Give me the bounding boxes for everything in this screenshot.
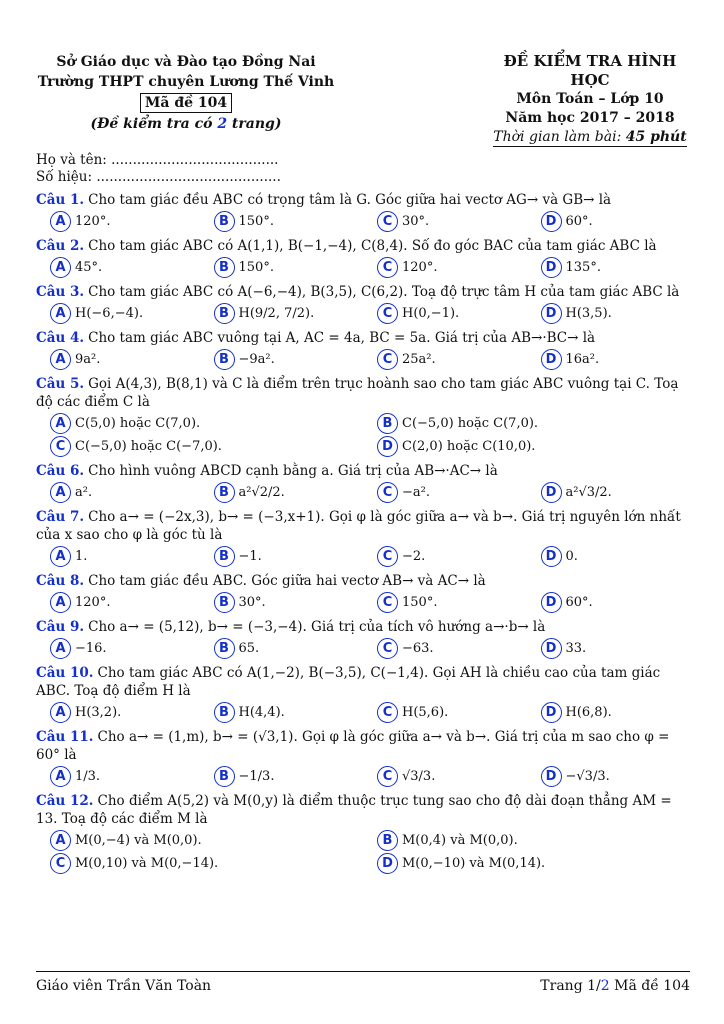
option-text: 9a². bbox=[75, 351, 101, 367]
option-letter-badge: B bbox=[214, 257, 235, 278]
answer-option-b[interactable] bbox=[200, 638, 364, 659]
option-row bbox=[36, 638, 690, 659]
question bbox=[36, 329, 690, 370]
option-letter-badge: C bbox=[377, 638, 398, 659]
question-number: Câu 11. bbox=[36, 729, 94, 745]
option-letter-badge: C bbox=[377, 482, 398, 503]
option-text: 60°. bbox=[565, 213, 593, 229]
option-letter-badge: A bbox=[50, 592, 71, 613]
option-letter-badge: B bbox=[214, 766, 235, 787]
option-letter-badge: A bbox=[50, 303, 71, 324]
answer-option-d[interactable] bbox=[527, 211, 691, 232]
answer-option-a[interactable] bbox=[36, 592, 200, 613]
subject: Môn Toán – Lớp 10 bbox=[516, 91, 664, 107]
answer-option-d[interactable] bbox=[527, 257, 691, 278]
question-list bbox=[36, 191, 690, 874]
answer-option-b[interactable] bbox=[200, 702, 364, 723]
option-text: 45°. bbox=[75, 259, 103, 275]
question-text: Cho a→ = (−2x,3), b→ = (−3,x+1). Gọi φ là góc giữa a→ và b→. Giá trị nguyên lớn nhất của x sao cho φ là góc tù là bbox=[36, 509, 681, 543]
option-text: a²√2/2. bbox=[238, 484, 285, 500]
option-text: 120°. bbox=[402, 259, 438, 275]
question bbox=[36, 462, 690, 503]
option-letter-badge: D bbox=[541, 303, 562, 324]
option-text: −√3/3. bbox=[565, 768, 610, 784]
question bbox=[36, 792, 690, 874]
student-id-line: Số hiệu: ........................................... bbox=[36, 169, 281, 185]
question-number: Câu 5. bbox=[36, 376, 85, 392]
question-text: Gọi A(4,3), B(8,1) và C là điểm trên trục hoành sao cho tam giác ABC vuông tại C. Toạ độ các điểm C là bbox=[36, 376, 679, 410]
question-text: Cho điểm A(5,2) và M(0,y) là điểm thuộc trục tung sao cho độ dài đoạn thẳng AM = 13. Toạ độ các điểm M là bbox=[36, 793, 672, 827]
answer-option-a[interactable] bbox=[36, 638, 200, 659]
option-text: a²√3/2. bbox=[565, 484, 612, 500]
option-letter-badge: D bbox=[377, 853, 398, 874]
question-text: Cho a→ = (1,m), b→ = (√3,1). Gọi φ là góc giữa a→ và b→. Giá trị của m sao cho φ = 60° là bbox=[36, 729, 670, 763]
question bbox=[36, 191, 690, 232]
option-text: H(3,5). bbox=[565, 305, 612, 321]
option-text: C(−5,0) hoặc C(7,0). bbox=[402, 415, 539, 431]
question bbox=[36, 728, 690, 787]
option-text: 150°. bbox=[402, 594, 438, 610]
answer-option-d[interactable] bbox=[527, 702, 691, 723]
page-number: Trang 1/2 Mã đề 104 bbox=[540, 978, 690, 994]
question-text: Cho tam giác ABC có A(1,1), B(−1,−4), C(8,4). Số đo góc BAC của tam giác ABC là bbox=[88, 238, 657, 254]
option-letter-badge: B bbox=[214, 211, 235, 232]
option-text: C(2,0) hoặc C(10,0). bbox=[402, 438, 536, 454]
student-info bbox=[36, 152, 690, 186]
answer-option-b[interactable] bbox=[363, 413, 690, 434]
option-row bbox=[36, 702, 690, 723]
time-limit: Thời gian làm bài: 45 phút bbox=[493, 129, 687, 145]
option-text: 60°. bbox=[565, 594, 593, 610]
option-letter-badge: D bbox=[541, 349, 562, 370]
option-text: −9a². bbox=[238, 351, 275, 367]
option-text: −1/3. bbox=[238, 768, 275, 784]
option-letter-badge: B bbox=[377, 413, 398, 434]
answer-option-a[interactable] bbox=[36, 257, 200, 278]
department: Sở Giáo dục và Đào tạo Đồng Nai bbox=[56, 54, 316, 70]
answer-option-c[interactable] bbox=[363, 482, 527, 503]
question bbox=[36, 618, 690, 659]
answer-option-a[interactable] bbox=[36, 349, 200, 370]
answer-option-c[interactable] bbox=[363, 349, 527, 370]
option-row bbox=[36, 303, 690, 324]
option-text: −a². bbox=[402, 484, 430, 500]
option-letter-badge: C bbox=[377, 349, 398, 370]
option-letter-badge: C bbox=[377, 257, 398, 278]
option-text: H(3,2). bbox=[75, 704, 122, 720]
school-name: Trường THPT chuyên Lương Thế Vinh bbox=[37, 74, 335, 90]
option-letter-badge: C bbox=[377, 702, 398, 723]
option-letter-badge: D bbox=[541, 638, 562, 659]
answer-option-c[interactable] bbox=[36, 436, 363, 457]
header-right bbox=[490, 52, 690, 147]
answer-option-d[interactable] bbox=[363, 436, 690, 457]
option-letter-badge: D bbox=[541, 702, 562, 723]
option-text: √3/3. bbox=[402, 768, 436, 784]
question-number: Câu 1. bbox=[36, 192, 85, 208]
school-year: Năm học 2017 – 2018 bbox=[505, 110, 675, 126]
answer-option-d[interactable] bbox=[527, 766, 691, 787]
answer-option-b[interactable] bbox=[200, 766, 364, 787]
answer-option-b[interactable] bbox=[200, 211, 364, 232]
answer-option-c[interactable] bbox=[363, 303, 527, 324]
option-letter-badge: D bbox=[541, 482, 562, 503]
option-text: M(0,−4) và M(0,0). bbox=[75, 832, 202, 848]
option-letter-badge: D bbox=[541, 257, 562, 278]
question-text: Cho tam giác ABC vuông tại A, AC = 4a, BC = 5a. Giá trị của AB→·BC→ là bbox=[88, 330, 596, 346]
option-letter-badge: A bbox=[50, 830, 71, 851]
option-letter-badge: A bbox=[50, 766, 71, 787]
question bbox=[36, 572, 690, 613]
option-letter-badge: A bbox=[50, 211, 71, 232]
option-letter-badge: C bbox=[50, 436, 71, 457]
option-letter-badge: C bbox=[377, 211, 398, 232]
option-text: C(−5,0) hoặc C(−7,0). bbox=[75, 438, 222, 454]
option-letter-badge: A bbox=[50, 349, 71, 370]
exam-title: ĐỀ KIỂM TRA HÌNH HỌC bbox=[503, 52, 677, 89]
option-row bbox=[36, 413, 690, 434]
question-number: Câu 6. bbox=[36, 463, 85, 479]
answer-option-d[interactable] bbox=[527, 303, 691, 324]
answer-option-a[interactable] bbox=[36, 702, 200, 723]
answer-option-a[interactable] bbox=[36, 766, 200, 787]
option-row bbox=[36, 482, 690, 503]
question-text: Cho tam giác ABC có A(1,−2), B(−3,5), C(−1,4). Gọi AH là chiều cao của tam giác ABC. Toạ độ điểm H là bbox=[36, 665, 661, 699]
option-row bbox=[36, 592, 690, 613]
option-text: 25a². bbox=[402, 351, 436, 367]
header-left bbox=[36, 52, 336, 134]
option-text: C(5,0) hoặc C(7,0). bbox=[75, 415, 201, 431]
answer-option-c[interactable] bbox=[363, 638, 527, 659]
option-letter-badge: A bbox=[50, 413, 71, 434]
page-count-note: (Đề kiểm tra có 2 trang) bbox=[90, 116, 282, 132]
question-number: Câu 8. bbox=[36, 573, 85, 589]
answer-option-a[interactable] bbox=[36, 211, 200, 232]
option-text: H(6,8). bbox=[565, 704, 612, 720]
question-text: Cho tam giác ABC có A(−6,−4), B(3,5), C(6,2). Toạ độ trực tâm H của tam giác ABC là bbox=[88, 284, 680, 300]
option-text: 65. bbox=[238, 640, 260, 656]
answer-option-b[interactable] bbox=[200, 546, 364, 567]
question-text: Cho tam giác đều ABC. Góc giữa hai vectơ AB→ và AC→ là bbox=[88, 573, 486, 589]
answer-option-d[interactable] bbox=[527, 546, 691, 567]
exam-page bbox=[36, 52, 690, 874]
header bbox=[36, 52, 690, 148]
option-letter-badge: A bbox=[50, 257, 71, 278]
question bbox=[36, 664, 690, 723]
option-letter-badge: C bbox=[377, 546, 398, 567]
question-number: Câu 12. bbox=[36, 793, 94, 809]
answer-option-d[interactable] bbox=[527, 638, 691, 659]
answer-option-a[interactable] bbox=[36, 830, 363, 851]
option-text: −16. bbox=[75, 640, 107, 656]
option-text: 0. bbox=[565, 548, 578, 564]
option-letter-badge: A bbox=[50, 482, 71, 503]
option-text: −63. bbox=[402, 640, 434, 656]
answer-option-c[interactable] bbox=[363, 592, 527, 613]
option-letter-badge: B bbox=[214, 349, 235, 370]
option-text: −1. bbox=[238, 548, 262, 564]
teacher-name: Giáo viên Trần Văn Toàn bbox=[36, 978, 212, 994]
question bbox=[36, 283, 690, 324]
option-text: M(0,10) và M(0,−14). bbox=[75, 855, 219, 871]
answer-option-a[interactable] bbox=[36, 482, 200, 503]
question-number: Câu 9. bbox=[36, 619, 85, 635]
question-text: Cho tam giác đều ABC có trọng tâm là G. Góc giữa hai vectơ AG→ và GB→ là bbox=[88, 192, 612, 208]
question bbox=[36, 237, 690, 278]
answer-option-c[interactable] bbox=[363, 211, 527, 232]
option-row bbox=[36, 546, 690, 567]
option-letter-badge: B bbox=[214, 546, 235, 567]
answer-option-c[interactable] bbox=[363, 702, 527, 723]
question-number: Câu 4. bbox=[36, 330, 85, 346]
option-letter-badge: C bbox=[377, 766, 398, 787]
option-letter-badge: D bbox=[541, 766, 562, 787]
option-text: H(0,−1). bbox=[402, 305, 460, 321]
answer-option-c[interactable] bbox=[36, 853, 363, 874]
option-letter-badge: D bbox=[541, 592, 562, 613]
option-text: 120°. bbox=[75, 594, 111, 610]
option-letter-badge: B bbox=[214, 638, 235, 659]
answer-option-a[interactable] bbox=[36, 303, 200, 324]
option-text: 1/3. bbox=[75, 768, 101, 784]
option-text: a². bbox=[75, 484, 93, 500]
answer-option-b[interactable] bbox=[200, 257, 364, 278]
footer bbox=[36, 971, 690, 994]
question-number: Câu 2. bbox=[36, 238, 85, 254]
answer-option-b[interactable] bbox=[200, 482, 364, 503]
question-number: Câu 10. bbox=[36, 665, 94, 681]
option-text: 33. bbox=[565, 640, 587, 656]
answer-option-b[interactable] bbox=[363, 830, 690, 851]
option-text: 1. bbox=[75, 548, 88, 564]
question-number: Câu 3. bbox=[36, 284, 85, 300]
option-letter-badge: A bbox=[50, 638, 71, 659]
option-row bbox=[36, 436, 690, 457]
option-text: −2. bbox=[402, 548, 426, 564]
answer-option-b[interactable] bbox=[200, 592, 364, 613]
option-letter-badge: D bbox=[377, 436, 398, 457]
answer-option-c[interactable] bbox=[363, 546, 527, 567]
exam-code: Mã đề 104 bbox=[140, 93, 232, 113]
answer-option-a[interactable] bbox=[36, 546, 200, 567]
answer-option-d[interactable] bbox=[527, 592, 691, 613]
option-row bbox=[36, 766, 690, 787]
option-letter-badge: B bbox=[214, 482, 235, 503]
option-letter-badge: B bbox=[214, 592, 235, 613]
option-letter-badge: C bbox=[50, 853, 71, 874]
option-letter-badge: B bbox=[377, 830, 398, 851]
option-letter-badge: A bbox=[50, 546, 71, 567]
answer-option-d[interactable] bbox=[527, 482, 691, 503]
option-letter-badge: A bbox=[50, 702, 71, 723]
question-text: Cho a→ = (5,12), b→ = (−3,−4). Giá trị của tích vô hướng a→·b→ là bbox=[88, 619, 546, 635]
option-text: 150°. bbox=[238, 259, 274, 275]
question bbox=[36, 508, 690, 567]
question-number: Câu 7. bbox=[36, 509, 85, 525]
option-letter-badge: B bbox=[214, 303, 235, 324]
answer-option-d[interactable] bbox=[363, 853, 690, 874]
option-text: 135°. bbox=[565, 259, 601, 275]
option-letter-badge: D bbox=[541, 546, 562, 567]
option-text: H(9/2, 7/2). bbox=[238, 305, 315, 321]
option-text: 16a². bbox=[565, 351, 600, 367]
option-text: M(0,4) và M(0,0). bbox=[402, 832, 518, 848]
answer-option-d[interactable] bbox=[527, 349, 691, 370]
answer-option-c[interactable] bbox=[363, 766, 527, 787]
option-text: M(0,−10) và M(0,14). bbox=[402, 855, 546, 871]
option-text: 30°. bbox=[238, 594, 266, 610]
option-letter-badge: C bbox=[377, 592, 398, 613]
option-row bbox=[36, 349, 690, 370]
option-row bbox=[36, 830, 690, 851]
option-letter-badge: B bbox=[214, 702, 235, 723]
option-letter-badge: C bbox=[377, 303, 398, 324]
answer-option-c[interactable] bbox=[363, 257, 527, 278]
answer-option-b[interactable] bbox=[200, 349, 364, 370]
option-row bbox=[36, 211, 690, 232]
option-text: H(−6,−4). bbox=[75, 305, 144, 321]
option-text: 120°. bbox=[75, 213, 111, 229]
option-text: 150°. bbox=[238, 213, 274, 229]
option-text: 30°. bbox=[402, 213, 430, 229]
option-row bbox=[36, 853, 690, 874]
question bbox=[36, 375, 690, 457]
question-text: Cho hình vuông ABCD cạnh bằng a. Giá trị của AB→·AC→ là bbox=[88, 463, 498, 479]
option-letter-badge: D bbox=[541, 211, 562, 232]
student-name-line: Họ và tên: ....................................... bbox=[36, 152, 279, 168]
option-text: H(4,4). bbox=[238, 704, 285, 720]
answer-option-b[interactable] bbox=[200, 303, 364, 324]
option-text: H(5,6). bbox=[402, 704, 449, 720]
answer-option-a[interactable] bbox=[36, 413, 363, 434]
option-row bbox=[36, 257, 690, 278]
